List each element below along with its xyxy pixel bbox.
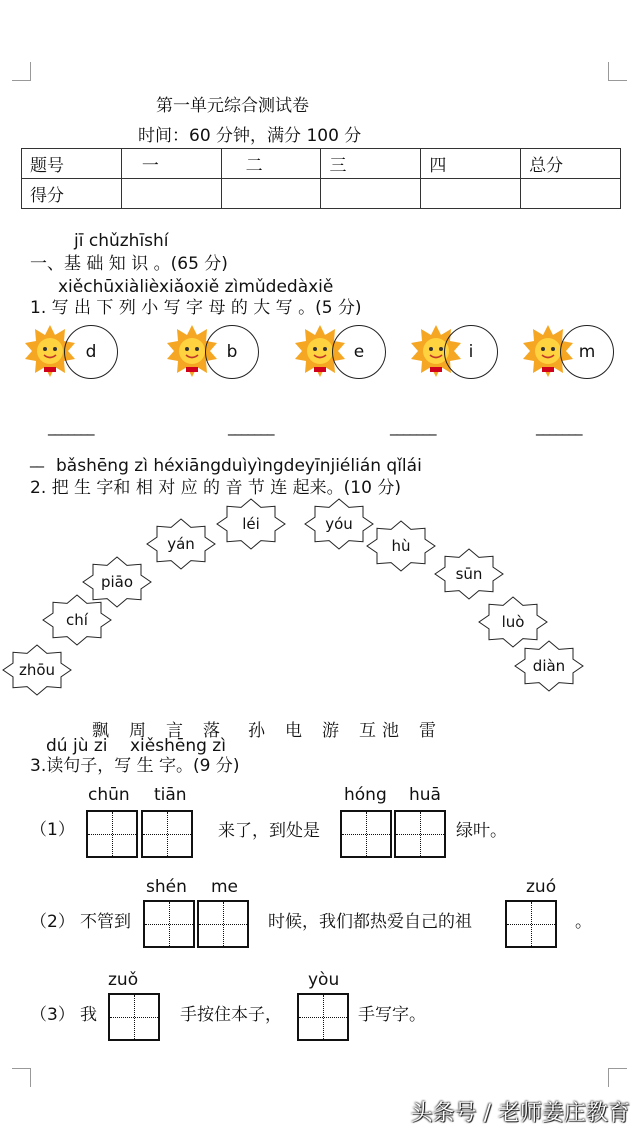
score-blank[interactable] (321, 179, 421, 209)
exam-time-info: 时间：60 分钟，满分 100 分 (138, 126, 362, 146)
syllable-label: diàn (532, 657, 566, 675)
syllable-star[interactable] (146, 518, 216, 570)
sentence-text: 手写字。 (358, 1005, 426, 1025)
pinyin-prompt: zuǒ (108, 970, 139, 990)
answer-blank[interactable]: __ (30, 450, 43, 468)
table-cell: 题号 (22, 149, 122, 179)
character[interactable]: 互 (359, 721, 376, 741)
score-blank[interactable] (221, 179, 321, 209)
pinyin-prompt: yòu (308, 970, 340, 990)
sentence-text: 绿叶。 (456, 821, 507, 841)
character[interactable]: 孙 (248, 721, 265, 741)
score-blank[interactable] (421, 179, 521, 209)
character[interactable]: 池 (382, 721, 399, 741)
pinyin-prompt: zuó (526, 877, 557, 897)
sentence-number: （3） (30, 1005, 75, 1025)
syllable-label: zhōu (18, 661, 56, 679)
writing-grid[interactable] (197, 900, 249, 948)
q3-heading: 3.读句子，写 生 字。(9 分) (30, 756, 240, 776)
pinyin-prompt: hóng (344, 785, 387, 805)
syllable-label: luò (501, 613, 525, 631)
table-cell: 四 (421, 149, 521, 179)
syllable-label: hù (391, 537, 411, 555)
table-cell: 三 (321, 149, 421, 179)
writing-grid[interactable] (143, 900, 195, 948)
pinyin-prompt: tiān (154, 785, 187, 805)
answer-blank[interactable]: _______ (228, 418, 274, 436)
answer-blank[interactable]: _______ (536, 418, 582, 436)
score-blank[interactable] (121, 179, 221, 209)
writing-grid[interactable] (86, 810, 138, 858)
character[interactable]: 飘 (92, 721, 109, 741)
letter-circle: i (444, 325, 498, 379)
character[interactable]: 周 (129, 721, 146, 741)
syllable-star[interactable] (514, 640, 584, 692)
score-table (21, 148, 621, 209)
pinyin-prompt: chūn (88, 785, 130, 805)
syllable-label: sūn (455, 565, 483, 583)
answer-blank[interactable]: _______ (48, 418, 94, 436)
crop-mark-bottom-right (608, 1068, 627, 1087)
letter-circle: d (64, 325, 118, 379)
table-cell: 一 (121, 149, 221, 179)
sentence-text: 来了，到处是 (218, 821, 320, 841)
character[interactable]: 电 (285, 721, 302, 741)
syllable-star[interactable] (82, 556, 152, 608)
syllable-label: yóu (325, 515, 353, 533)
syllable-star[interactable] (216, 498, 286, 550)
crop-mark-bottom-left (12, 1068, 31, 1087)
sentence-text: 。 (575, 912, 592, 932)
writing-grid[interactable] (340, 810, 392, 858)
q2-pinyin: bǎshēng zì héxiāngduìyìngdeyīnjiélián qǐlái (56, 456, 422, 476)
syllable-label: chí (66, 611, 88, 629)
answer-blank[interactable]: _______ (390, 418, 436, 436)
character[interactable]: 雷 (419, 721, 436, 741)
sentence-text: 时候，我们都热爱自己的祖 (268, 912, 472, 932)
sentence-text: 不管到 (80, 912, 131, 932)
table-cell: 二 (221, 149, 321, 179)
crop-mark-top-left (12, 62, 31, 81)
pinyin-prompt: shén (146, 877, 187, 897)
writing-grid[interactable] (505, 900, 557, 948)
pinyin-prompt: huā (409, 785, 441, 805)
writing-grid[interactable] (394, 810, 446, 858)
writing-grid[interactable] (108, 993, 160, 1041)
section1-pinyin: jī chǔzhīshí (74, 231, 169, 251)
letter-circle: b (205, 325, 259, 379)
page-title: 第一单元综合测试卷 (156, 96, 309, 116)
syllable-label: léi (242, 515, 260, 533)
writing-grid[interactable] (141, 810, 193, 858)
writing-grid[interactable] (297, 993, 349, 1041)
crop-mark-top-right (608, 62, 627, 81)
syllable-star[interactable] (434, 548, 504, 600)
character[interactable]: 游 (322, 721, 339, 741)
syllable-label: yán (167, 535, 195, 553)
q3-pinyin-b: xiěshēng zì (130, 736, 226, 756)
q3-pinyin-a: dú jù zi (46, 736, 108, 756)
score-blank[interactable] (521, 179, 621, 209)
character[interactable]: 落 (203, 721, 220, 741)
section1-heading: 一、基 础 知 识 。(65 分) (30, 254, 228, 274)
sentence-text: 我 (80, 1005, 97, 1025)
table-row (22, 179, 621, 209)
syllable-star[interactable] (2, 644, 72, 696)
syllable-label: piāo (100, 573, 134, 591)
syllable-star[interactable] (304, 498, 374, 550)
sentence-text: 手按住本子， (180, 1005, 282, 1025)
sentence-number: （1） (30, 820, 75, 840)
pinyin-prompt: me (211, 877, 239, 897)
table-cell: 总分 (521, 149, 621, 179)
character[interactable]: 言 (166, 721, 183, 741)
table-row (22, 149, 621, 179)
watermark: 头条号 / 老师姜庄教育 (410, 1101, 630, 1126)
table-cell: 得分 (22, 179, 122, 209)
q1-heading: 1. 写 出 下 列 小 写 字 母 的 大 写 。(5 分) (30, 298, 362, 318)
sentence-number: （2） (30, 912, 75, 932)
q2-heading: 2. 把 生 字和 相 对 应 的 音 节 连 起来。(10 分) (30, 478, 401, 498)
q1-pinyin: xiěchūxiàlièxiǎoxiě zìmǔdedàxiě (58, 277, 334, 297)
letter-circle: m (560, 325, 614, 379)
letter-circle: e (332, 325, 386, 379)
syllable-star[interactable] (366, 520, 436, 572)
